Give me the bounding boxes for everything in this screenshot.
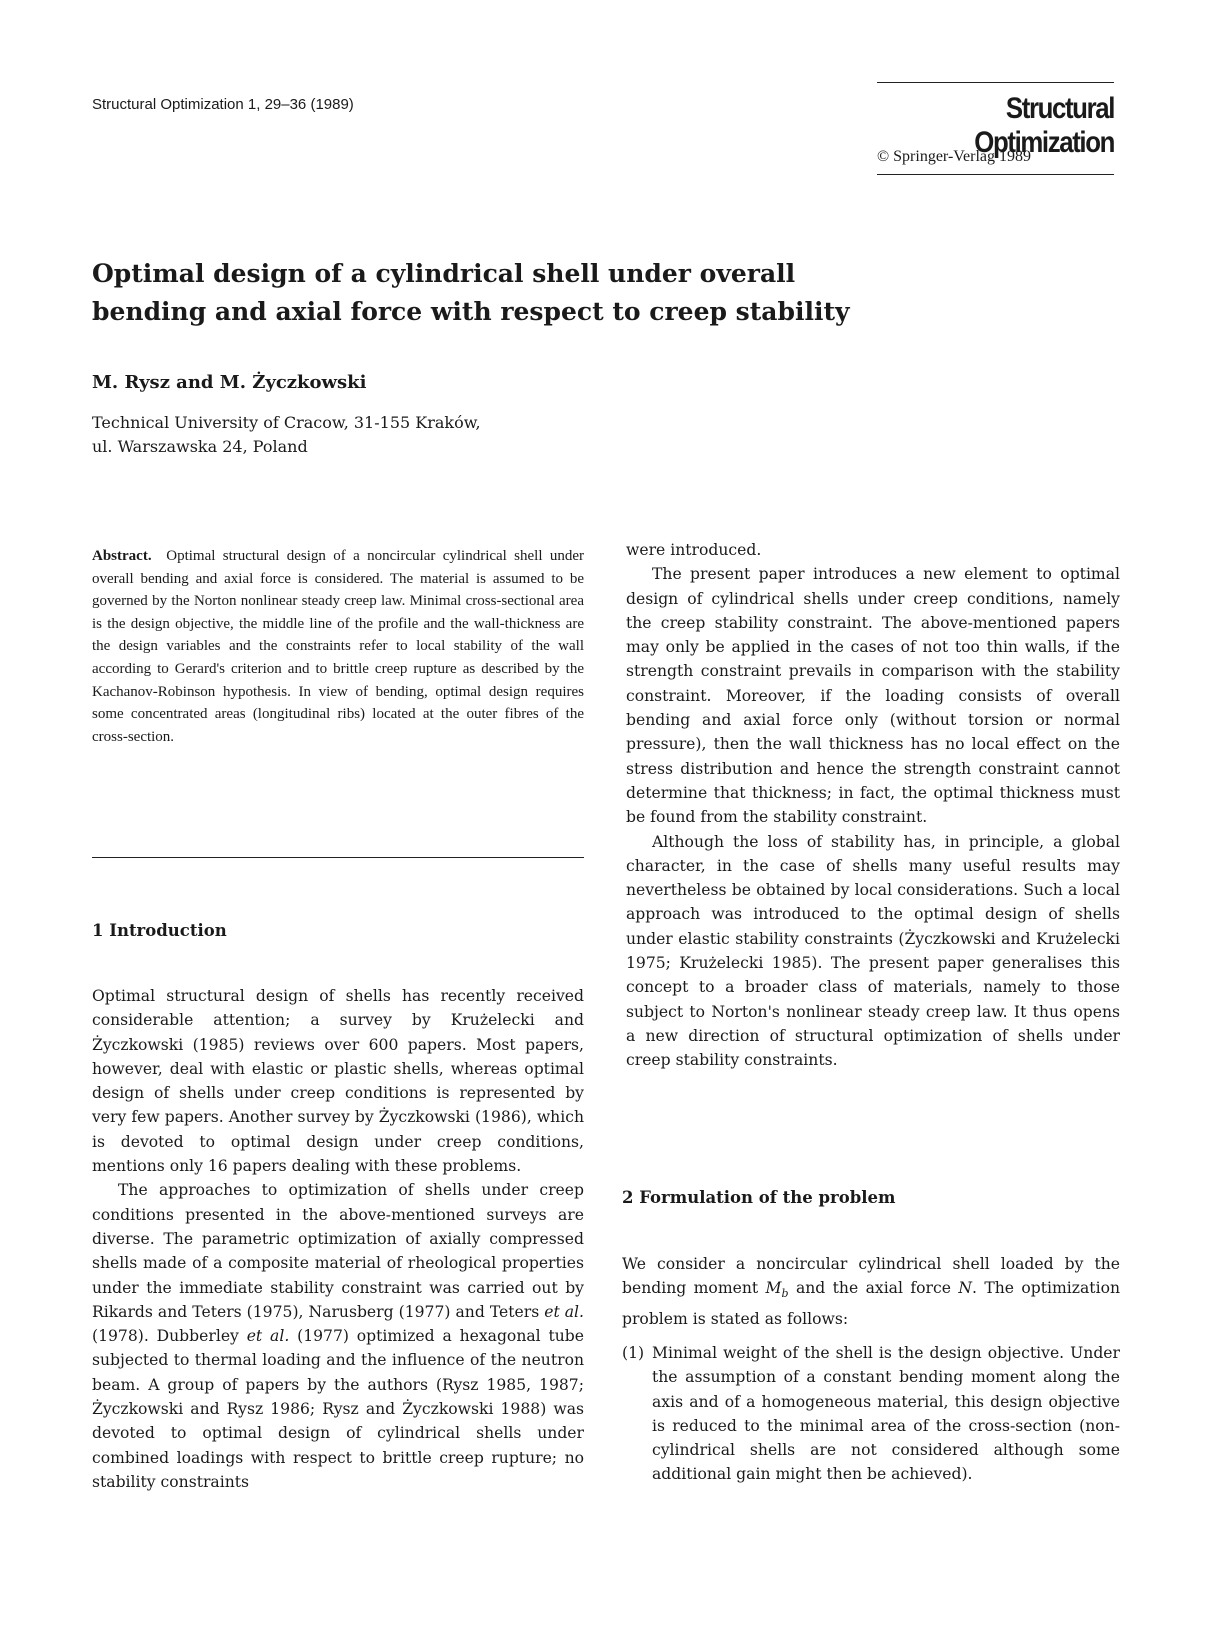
symbol-N: N bbox=[958, 1279, 972, 1298]
title-line-2: bending and axial force with respect to creep stability bbox=[92, 297, 850, 326]
symbol-subscript-b: b bbox=[781, 1287, 789, 1301]
intro-paragraph-3: The present paper introduces a new element to optimal design of cylindrical shells under creep conditions, namely the creep stability constraint. The above-mentioned papers may only be applied in the cases of not too thin walls, if the strength constraint prevails in comparison with the stability constraint. Moreover, if the loading consists of overall bending and axial force only (without torsion or normal pressure), then the wall thickness has no local effect on the stress distribution and hence the strength constraint cannot determine that thickness; in fact, the optimal thickness must be found from the stability constraint. bbox=[626, 565, 1120, 827]
formulation-paragraph-1 bbox=[622, 1252, 1120, 1331]
journal-top-rule bbox=[877, 82, 1114, 83]
formulation-p1-part-c: . The optimization problem is stated as follows: bbox=[622, 1279, 1120, 1328]
affiliation bbox=[92, 411, 481, 459]
abstract-divider bbox=[92, 857, 584, 858]
section-heading-introduction: 1 Introduction bbox=[92, 921, 227, 940]
intro-p2-part-b: (1978). Dubberley bbox=[92, 1327, 247, 1346]
intro-paragraph-2 bbox=[92, 1178, 584, 1494]
abstract-text: Optimal structural design of a noncircular cylindrical shell under overall bending and axial force is considered. The material is assumed to be governed by the Norton nonlinear steady creep law. Minimal cross-sectional area is the design objective, the middle line of the profile and the wall-thickness are the design variables and the constraints refer to local stability of the wall according to Gerard's criterion and to brittle creep rupture as described by the Kachanov-Robinson hypothesis. In view of bending, optimal design requires some concentrated areas (longitudinal ribs) located at the outer fibres of the cross-section. bbox=[92, 548, 585, 745]
article-title bbox=[92, 255, 942, 331]
intro-p2-part-c: (1977) optimized a hexagonal tube subjected to thermal loading and the influence of the neutron beam. A group of papers by the authors (Rysz 1985, 1987; Życzkowski and Rysz 1986; Rysz and Życzkowski 1988) was devoted to optimal design of cylindrical shells under combined loadings with respect to brittle creep rupture; no stability constraints bbox=[92, 1327, 584, 1491]
formulation-text bbox=[622, 1252, 1120, 1487]
abstract-label: Abstract. bbox=[92, 548, 152, 564]
affiliation-line-1: Technical University of Cracow, 31-155 Kraków, bbox=[92, 413, 481, 432]
intro-paragraph-4: Although the loss of stability has, in principle, a global character, in the case of shells many useful results may nevertheless be obtained by local considerations. Such a local approach was introduced to the optimal design of shells under elastic stability constraints (Życzkowski and Krużelecki 1975; Krużelecki 1985). The present paper generalises this concept to a broader class of materials, namely to those subject to Norton's nonlinear steady creep law. It thus opens a new direction of structural optimization of shells under creep stability constraints. bbox=[626, 832, 1120, 1070]
intro-paragraph-1: Optimal structural design of shells has recently received considerable attention; a survey by Krużelecki and Życzkowski (1985) reviews over 600 papers. Most papers, however, deal with elastic or plastic shells, whereas optimal design of shells under creep conditions is represented by very few papers. Another survey by Życzkowski (1986), which is devoted to optimal design under creep conditions, mentions only 16 papers dealing with these problems. bbox=[92, 987, 584, 1176]
right-column-text bbox=[626, 538, 1120, 1073]
left-column-text bbox=[92, 984, 584, 1494]
copyright-notice: © Springer-Verlag 1989 bbox=[877, 148, 1032, 165]
symbol-M: M bbox=[765, 1279, 782, 1298]
list-item-1 bbox=[622, 1341, 1120, 1487]
et-al-1: et al. bbox=[544, 1302, 584, 1321]
section-heading-formulation: 2 Formulation of the problem bbox=[622, 1188, 896, 1207]
abstract bbox=[92, 545, 584, 748]
authors: M. Rysz and M. Życzkowski bbox=[92, 372, 367, 393]
list-item-text: Minimal weight of the shell is the design objective. Under the assumption of a constant bending moment along the axis and of a homogeneous material, this design objective is reduced to the minimal area of the cross-section (non-cylindrical shells are not considered although some additional gain might then be achieved). bbox=[652, 1344, 1120, 1484]
intro-p2-part-a: The approaches to optimization of shells under creep conditions presented in the above-mentioned surveys are diverse. The parametric optimization of axially compressed shells made of a composite material of rheological properties under the immediate stability constraint was carried out by Rikards and Teters (1975), Narusberg (1977) and Teters bbox=[92, 1181, 584, 1321]
list-item-number: (1) bbox=[622, 1344, 645, 1362]
et-al-2: et al. bbox=[246, 1327, 290, 1346]
formulation-p1-part-a: We consider a noncircular cylindrical shell loaded by the bending moment bbox=[622, 1255, 1120, 1298]
journal-citation: Structural Optimization 1, 29–36 (1989) bbox=[92, 96, 354, 113]
intro-paragraph-2-continued: were introduced. bbox=[626, 541, 762, 559]
title-line-1: Optimal design of a cylindrical shell under overall bbox=[92, 259, 796, 288]
formulation-p1-part-b: and the axial force bbox=[788, 1279, 959, 1298]
affiliation-line-2: ul. Warszawska 24, Poland bbox=[92, 437, 308, 456]
journal-bottom-rule bbox=[877, 174, 1114, 175]
symbol-bending-moment bbox=[765, 1279, 789, 1301]
journal-name: Structural Optimization bbox=[974, 92, 1114, 159]
